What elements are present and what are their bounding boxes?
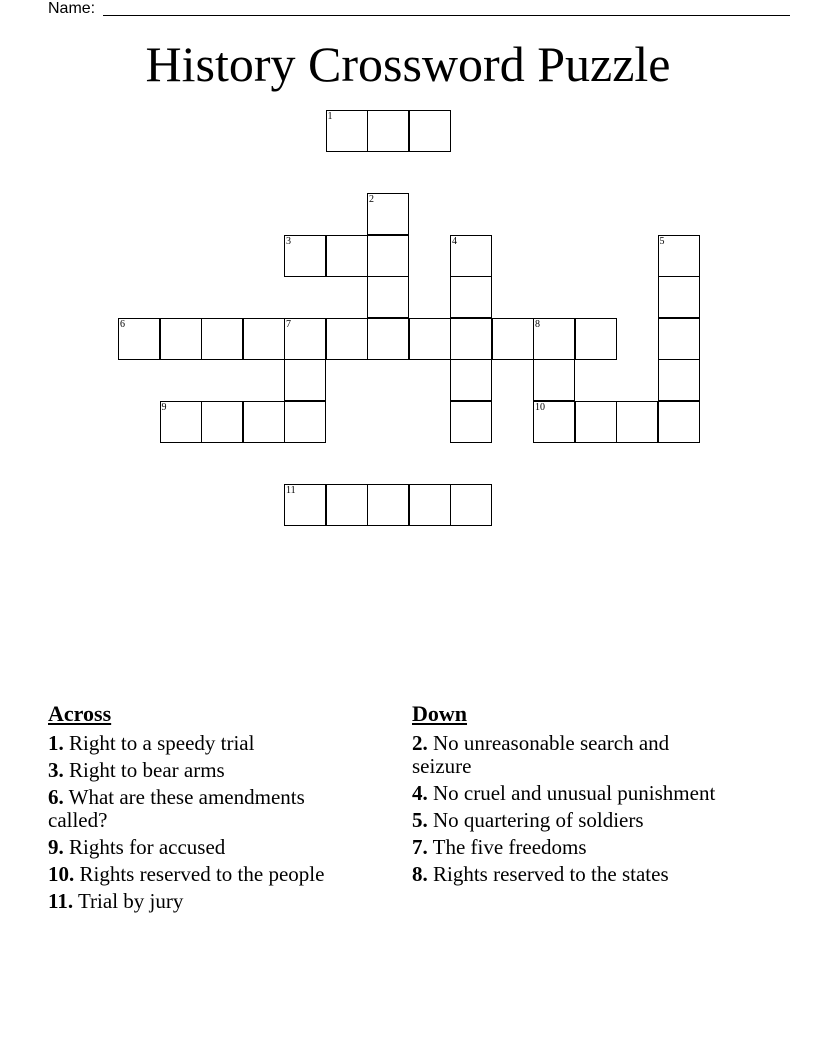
crossword-cell[interactable] — [367, 276, 409, 318]
crossword-cell[interactable] — [492, 318, 534, 360]
crossword-cell[interactable] — [367, 235, 409, 277]
clue-number: 4. — [412, 781, 428, 805]
crossword-cell[interactable] — [658, 235, 700, 277]
crossword-cell[interactable] — [658, 401, 700, 443]
crossword-cell[interactable] — [450, 276, 492, 318]
across-heading: Across — [48, 701, 112, 726]
crossword-cell[interactable] — [326, 110, 368, 152]
down-heading: Down — [412, 701, 468, 726]
crossword-cell[interactable] — [450, 484, 492, 526]
clue-across-6 — [48, 786, 348, 832]
crossword-cell[interactable] — [284, 318, 326, 360]
crossword-cell[interactable] — [201, 401, 243, 443]
clue-text: Rights reserved to the states — [433, 862, 669, 886]
crossword-cell[interactable] — [367, 484, 409, 526]
clue-number: 1. — [48, 731, 64, 755]
crossword-cell[interactable] — [450, 401, 492, 443]
clue-down-2 — [412, 732, 732, 778]
clue-number: 8. — [412, 862, 428, 886]
crossword-cell[interactable] — [409, 110, 451, 152]
crossword-cell[interactable] — [201, 318, 243, 360]
crossword-cell[interactable] — [160, 318, 202, 360]
clue-text: No cruel and unusual punishment — [433, 781, 716, 805]
clue-across-1 — [48, 732, 348, 755]
clue-number: 7. — [412, 835, 428, 859]
cell-number: 10 — [535, 401, 545, 413]
clue-down-8 — [412, 863, 732, 886]
clue-across-11 — [48, 890, 348, 913]
crossword-cell[interactable] — [326, 318, 368, 360]
crossword-cell[interactable] — [409, 318, 451, 360]
crossword-cell[interactable] — [450, 359, 492, 401]
crossword-cell[interactable] — [533, 318, 575, 360]
clue-text: Right to bear arms — [69, 758, 225, 782]
clue-down-7 — [412, 836, 732, 859]
clue-text: No quartering of soldiers — [433, 808, 644, 832]
crossword-cell[interactable] — [450, 318, 492, 360]
cell-number: 6 — [120, 318, 125, 330]
clue-across-10 — [48, 863, 348, 886]
cell-number: 1 — [327, 111, 333, 122]
crossword-cell[interactable] — [367, 110, 409, 152]
crossword-cell[interactable] — [284, 235, 326, 277]
clue-down-4 — [412, 782, 732, 805]
clue-text: No unreasonable search and seizure — [412, 731, 670, 778]
name-label: Name: — [48, 0, 96, 17]
crossword-cell[interactable] — [367, 318, 409, 360]
clue-text: What are these amendments called? — [48, 785, 305, 832]
crossword-cell[interactable] — [118, 318, 160, 360]
crossword-cell[interactable] — [575, 401, 617, 443]
across-clues — [48, 700, 348, 917]
crossword-cell[interactable] — [616, 401, 658, 443]
clue-down-5 — [412, 809, 732, 832]
crossword-cell[interactable] — [450, 235, 492, 277]
clue-across-3 — [48, 759, 348, 782]
cell-number: 5 — [659, 235, 665, 247]
cell-number: 9 — [161, 401, 167, 413]
clue-number: 10. — [48, 862, 75, 886]
crossword-cell[interactable] — [284, 484, 326, 526]
crossword-cell[interactable] — [367, 193, 409, 235]
crossword-cell[interactable] — [533, 359, 575, 401]
clue-across-9 — [48, 836, 348, 859]
cell-number: 2 — [369, 194, 374, 205]
crossword-cell[interactable] — [658, 318, 700, 360]
down-clues — [412, 700, 732, 890]
crossword-cell[interactable] — [658, 359, 700, 401]
crossword-cell[interactable] — [326, 484, 368, 526]
crossword-cell[interactable] — [243, 318, 285, 360]
clue-text: Trial by jury — [77, 889, 184, 913]
cell-number: 4 — [452, 235, 457, 247]
cell-number: 8 — [535, 318, 540, 330]
clue-number: 6. — [48, 785, 64, 809]
crossword-cell[interactable] — [326, 235, 368, 277]
cell-number: 11 — [286, 484, 296, 496]
crossword-cell[interactable] — [533, 401, 575, 443]
clue-number: 9. — [48, 835, 64, 859]
crossword-cell[interactable] — [243, 401, 285, 443]
cell-number: 3 — [286, 235, 291, 247]
clue-text: Rights for accused — [69, 835, 226, 859]
crossword-cell[interactable] — [409, 484, 451, 526]
clue-number: 3. — [48, 758, 64, 782]
clue-text: Right to a speedy trial — [69, 731, 255, 755]
crossword-cell[interactable] — [575, 318, 617, 360]
crossword-cell[interactable] — [284, 359, 326, 401]
cell-number: 7 — [286, 318, 291, 330]
clue-text: The five freedoms — [432, 835, 587, 859]
page-title: History Crossword Puzzle — [145, 36, 671, 92]
clue-number: 5. — [412, 808, 428, 832]
crossword-cell[interactable] — [160, 401, 202, 443]
clue-text: Rights reserved to the people — [79, 862, 325, 886]
crossword-cell[interactable] — [284, 401, 326, 443]
crossword-cell[interactable] — [658, 276, 700, 318]
clue-number: 2. — [412, 731, 428, 755]
clue-number: 11. — [48, 889, 74, 913]
